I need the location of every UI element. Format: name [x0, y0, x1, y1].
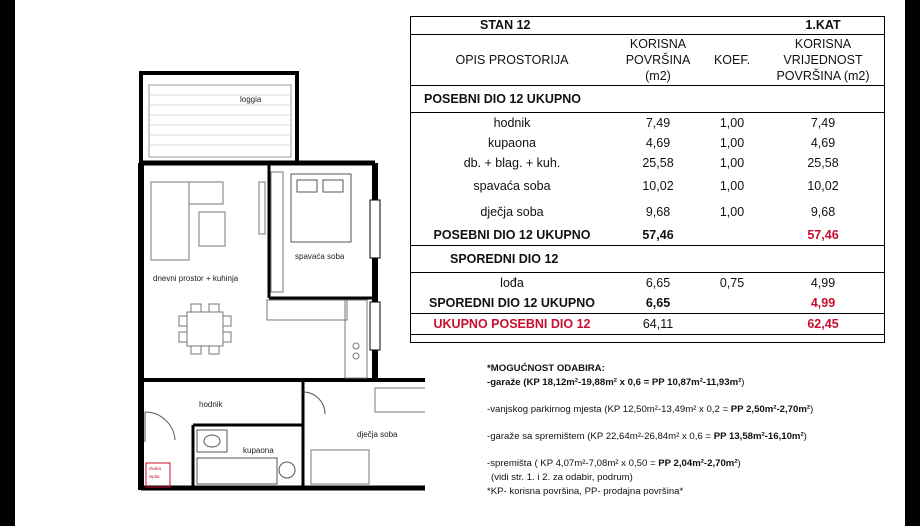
floor-plan	[15, 0, 425, 526]
note-garage: -garaže (KP 18,12m²-19,88m² x 0,6 = PP 10,87m²-11,93m²)	[487, 377, 745, 388]
loggia-area	[141, 73, 297, 163]
footnote: *KP- korisna površina, PP- prodajna površina*	[487, 486, 684, 497]
table-row: lođa 6,65 0,75 4,99	[500, 276, 836, 290]
note-storage-ref: (vidi str. 1. i 2. za odabir, podrum)	[491, 472, 633, 483]
document-page	[15, 0, 905, 526]
col-coef: KOEF.	[702, 35, 762, 86]
bathroom-fixtures	[197, 430, 295, 484]
table-row: dječja soba 9,68 1,00 9,68	[480, 205, 836, 219]
section-main: POSEBNI DIO 12 UKUPNO	[410, 86, 884, 113]
floor-plan-drawing	[15, 0, 425, 526]
wardrobe	[271, 172, 283, 292]
notes-block	[487, 362, 897, 499]
col-value: KORISNA VRIJEDNOST POVRŠINA (m2)	[762, 35, 884, 86]
col-area: KORISNA POVRŠINA (m2)	[614, 35, 702, 86]
grand-total-row: UKUPNO POSEBNI DIO 12 64,11 62,45	[410, 314, 884, 335]
apartment-title: STAN 12	[410, 16, 702, 35]
label-meter-2: ispita	[149, 474, 160, 479]
note-storage: -spremišta ( KP 4,07m²-7,08m² x 0,50 = PP 2,04m²-2,70m²)	[487, 458, 741, 469]
table-header-row	[410, 16, 884, 35]
table-row: spavaća soba 10,02 1,00 10,02	[473, 179, 839, 193]
label-bathroom: kupaona	[243, 446, 274, 455]
living-furniture	[151, 182, 265, 260]
col-room: OPIS PROSTORIJA	[410, 35, 614, 86]
label-loggia: loggia	[240, 95, 262, 104]
doors	[145, 392, 325, 442]
column-headers	[410, 35, 884, 86]
total-side-row: SPOREDNI DIO 12 UKUPNO 6,65 4,99	[410, 293, 884, 314]
section-side: SPOREDNI DIO 12	[410, 246, 884, 273]
notes-title: *MOGUĆNOST ODABIRA:	[487, 363, 605, 374]
area-table	[410, 16, 884, 335]
label-bedroom: spavaća soba	[295, 252, 345, 261]
note-garage-storage: -garaže sa spremištem (KP 22,64m²-26,84m² x 0,6 = PP 13,58m²-16,10m²)	[487, 431, 807, 442]
bed-icon	[291, 174, 351, 242]
floor-label: 1.KAT	[762, 16, 884, 35]
table-row: db. + blag. + kuh. 25,58 1,00 25,58	[463, 156, 839, 170]
label-meter-1: dvoka	[149, 466, 162, 471]
kitchen-counter	[267, 300, 367, 378]
table-row: hodnik 7,49 1,00 7,49	[493, 116, 836, 130]
label-living: dnevni prostor + kuhinja	[153, 274, 239, 283]
total-main-row: POSEBNI DIO 12 UKUPNO 57,46 57,46	[410, 225, 884, 246]
label-kids-room: dječja soba	[357, 430, 398, 439]
label-hall: hodnik	[199, 400, 223, 409]
note-parking: -vanjskog parkirnog mjesta (KP 12,50m²-13,49m² x 0,2 = PP 2,50m²-2,70m²)	[487, 404, 814, 415]
dining-table-icon	[179, 304, 231, 354]
table-row: kupaona 4,69 1,00 4,69	[488, 136, 836, 150]
